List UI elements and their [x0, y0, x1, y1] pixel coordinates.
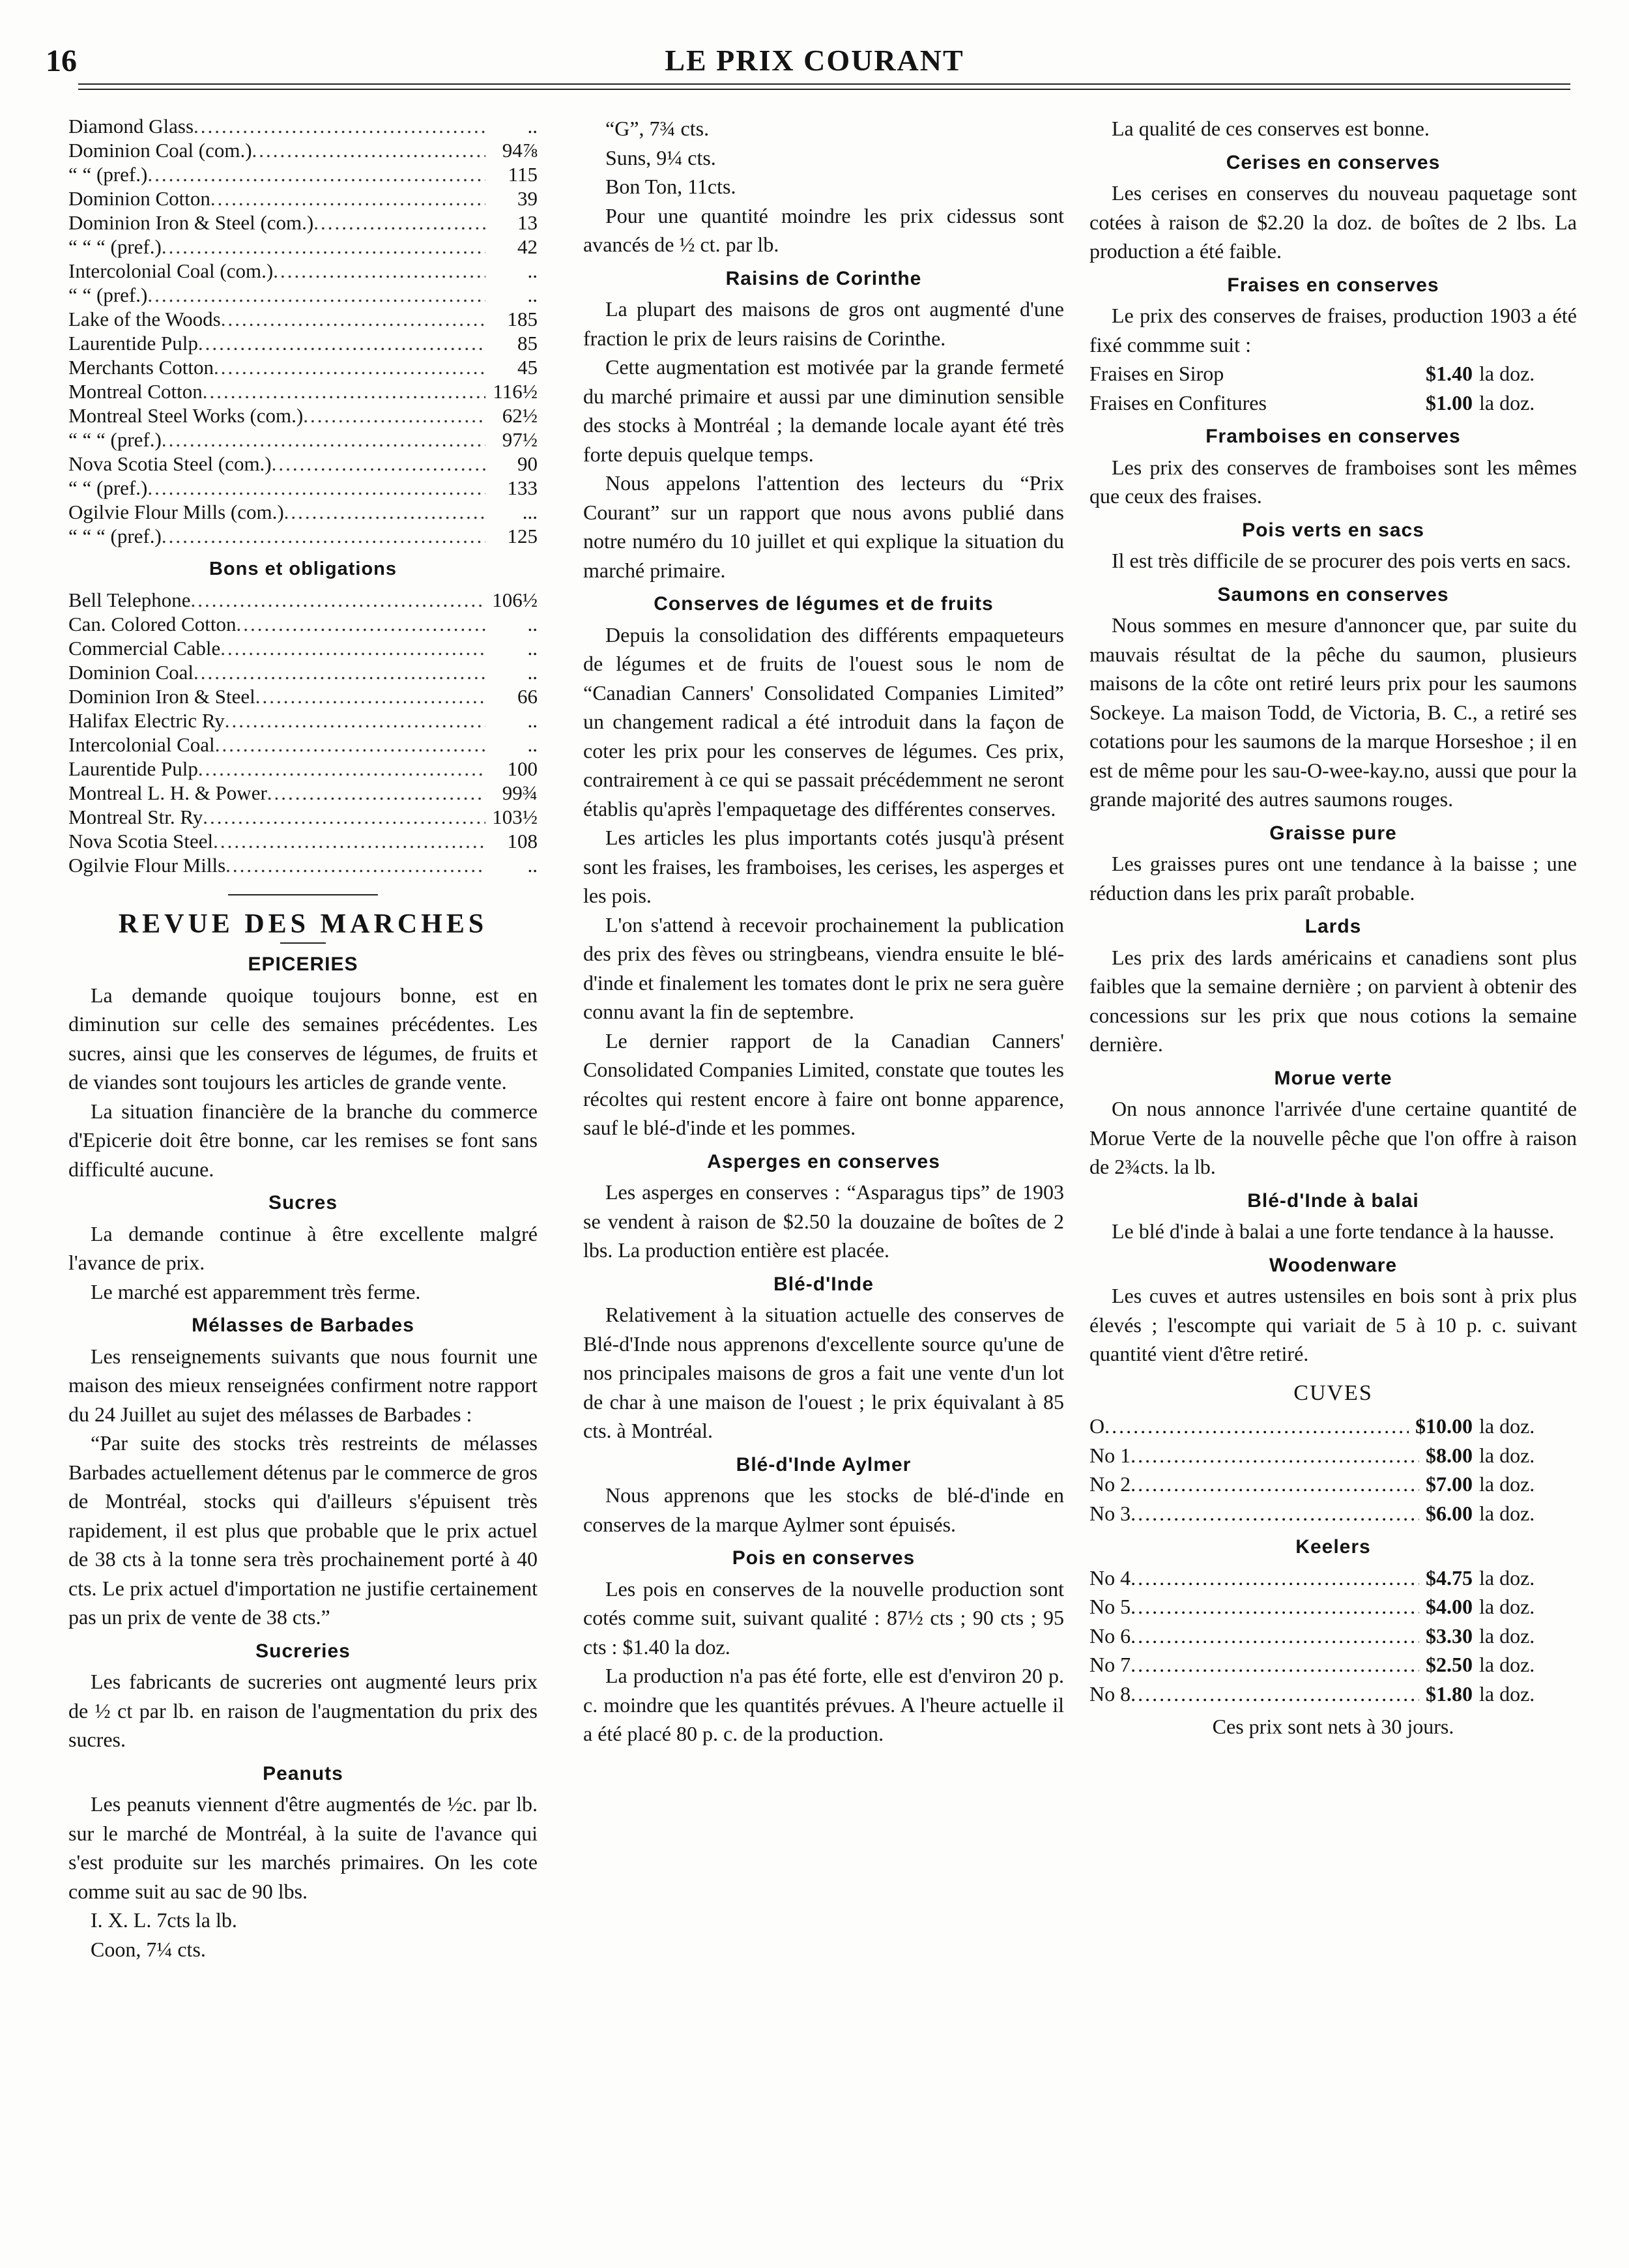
price-row	[1089, 1621, 1577, 1651]
quote-value: ..	[527, 733, 538, 756]
item-price: $1.00	[1426, 390, 1473, 414]
quote-value: ..	[527, 853, 538, 877]
item-unit: la doz.	[1479, 1565, 1535, 1590]
leader-dots	[1131, 1563, 1419, 1593]
quote-name: Diamond Glass	[68, 115, 194, 138]
leader-dots	[303, 403, 485, 428]
leader-dots	[252, 138, 485, 162]
ble-aylmer-heading: Blé-d'Inde Aylmer	[736, 1453, 912, 1476]
saumons-paragraph: Nous sommes en mesure d'annoncer que, par suite du mauvais résultat de la pêche du saumon, plusieurs maisons de la côte ont retiré leurs prix pour les saumons Sockeye. La maison Todd, de Victoria, B. C., a retiré ses cotations pour les saumons de la marque Horseshoe ; il en est de même pour les sau-O-wee-kay.no, aussi que pour la grande majorité des autres saumons rouges.	[1089, 613, 1577, 811]
section-separator	[228, 894, 378, 895]
leader-dots	[284, 500, 485, 524]
quote-name: Bell Telephone	[68, 588, 191, 611]
conserves-paragraph: Le dernier rapport de la Canadian Canners' Consolidated Companies Limited, constate que toutes les récoltes qui restent encore à faire ont bonne apparence, sauf le blé-d'inde et les pommes.	[583, 1028, 1064, 1139]
quote-name: “ “ “ (pref.)	[68, 525, 162, 547]
item-name: No 5	[1089, 1595, 1131, 1618]
quote-name: Ogilvie Flour Mills	[68, 853, 226, 877]
quote-name: Lake of the Woods	[68, 308, 221, 330]
quote-value: 39	[517, 187, 538, 210]
price-row	[1089, 388, 1577, 418]
quote-row	[68, 829, 538, 853]
item-name: No 1	[1089, 1443, 1131, 1467]
quote-name: Intercolonial Coal (com.)	[68, 259, 274, 282]
quote-name: “ “ (pref.)	[68, 476, 148, 499]
conserves-paragraph: Depuis la consolidation des différents empaqueteurs de légumes et de fruits de l'ouest sous le nom de “Canadian Canners' Consolidated Companies Limited” un changement radical a été introduit dans la façon de coter les prix pour les conserves de légumes. Ces prix, contrairement à ce qui se passait précédemment ne seront établis qu'après l'empaquetage des différentes conserves.	[583, 622, 1064, 821]
column-3	[1089, 114, 1577, 1741]
leader-dots	[1131, 1621, 1419, 1651]
quote-value: ..	[527, 612, 538, 635]
pois-paragraph: Les pois en conserves de la nouvelle production sont cotés comme suit, suivant qualité : 87½ cts ; 90 cts ; 95 cts : $1.40 la doz.	[583, 1577, 1064, 1659]
leader-dots	[203, 805, 485, 829]
item-unit: la doz.	[1479, 1623, 1535, 1648]
ble-balai-heading: Blé-d'Inde à balai	[1247, 1189, 1419, 1212]
quote-name: Montreal Cotton	[68, 380, 203, 403]
item-name: No 4	[1089, 1565, 1131, 1590]
quote-value: 115	[508, 163, 538, 186]
leader-dots	[1131, 1650, 1419, 1679]
quote-name: Montreal L. H. & Power	[68, 781, 267, 804]
peanuts-price-line: Suns, 9¼ cts.	[605, 145, 716, 169]
raisins-heading: Raisins de Corinthe	[725, 267, 922, 289]
quote-row	[68, 781, 538, 805]
item-name: No 2	[1089, 1472, 1131, 1496]
leader-dots	[162, 524, 485, 548]
lards-heading: Lards	[1305, 916, 1362, 937]
peanuts-price-line: Bon Ton, 11cts.	[605, 175, 736, 198]
quote-value: 125	[507, 525, 538, 547]
lards-paragraph: Les prix des lards américains et canadiens sont plus faibles que la semaine dernière ; on parvient à obtenir des concessions sur les prix que nous cotions la semaine dernière.	[1089, 945, 1577, 1056]
leader-dots	[147, 476, 485, 500]
header-rule-bottom	[78, 89, 1570, 90]
item-unit: la doz.	[1479, 1414, 1535, 1438]
quote-row	[68, 588, 538, 612]
quote-row	[68, 186, 538, 211]
leader-dots	[1131, 1441, 1419, 1470]
quote-row	[68, 211, 538, 235]
terms-note: Ces prix sont nets à 30 jours.	[1212, 1715, 1454, 1738]
sucres-heading: Sucres	[268, 1192, 338, 1214]
leader-dots	[214, 355, 485, 379]
quote-value: ..	[527, 660, 538, 684]
quote-name: Intercolonial Coal	[68, 733, 215, 756]
quote-value: 94⅞	[502, 139, 538, 162]
leader-dots	[147, 283, 485, 307]
revue-title: REVUE DES MARCHES	[118, 909, 488, 939]
conserves-paragraph: L'on s'attend à recevoir prochainement la publication des prix des fèves ou stringbeans, viendra ensuite le blé-d'inde et finalement les tomates dont le prix ne sera guère connu avant la fin de septembre.	[583, 912, 1064, 1023]
quote-row	[68, 853, 538, 877]
leader-dots	[203, 379, 485, 403]
item-unit: la doz.	[1479, 1681, 1535, 1706]
price-row	[1089, 1499, 1577, 1528]
quote-row	[68, 259, 538, 283]
quote-row	[68, 708, 538, 733]
quote-name: Montreal Str. Ry	[68, 805, 203, 828]
stock-quotes	[68, 114, 538, 548]
quote-row	[68, 403, 538, 428]
quote-row	[68, 757, 538, 781]
raisins-paragraph: Nous appelons l'attention des lecteurs du “Prix Courant” sur un rapport que nous avons publié dans notre numéro du 10 juillet et qui explique la situation du marché primaire.	[583, 471, 1064, 582]
quote-value: ...	[522, 501, 538, 523]
pois-paragraph: La qualité de ces conserves est bonne.	[1112, 117, 1430, 140]
peanuts-price-line: Coon, 7¼ cts.	[91, 1937, 206, 1961]
leader-dots	[225, 708, 485, 733]
item-price: $1.80	[1426, 1681, 1473, 1706]
ble-dinde-heading: Blé-d'Inde	[773, 1273, 874, 1295]
quote-value: ..	[527, 636, 538, 660]
morue-paragraph: On nous annonce l'arrivée d'une certaine quantité de Morue Verte de la nouvelle pêche que l'on offre à raison de 2¾cts. la lb.	[1089, 1097, 1577, 1178]
pois-verts-paragraph: Il est très difficile de se procurer des pois verts en sacs.	[1112, 549, 1571, 572]
framboises-heading: Framboises en conserves	[1205, 426, 1461, 447]
price-row	[1089, 1679, 1577, 1709]
quote-row	[68, 355, 538, 379]
price-row	[1089, 1470, 1577, 1499]
quote-name: Commercial Cable	[68, 636, 221, 660]
quote-value: 45	[517, 356, 538, 379]
leader-dots	[213, 829, 485, 853]
conserves-heading: Conserves de légumes et de fruits	[654, 593, 994, 615]
leader-dots	[267, 781, 485, 805]
raisins-paragraph: La plupart des maisons de gros ont augmenté d'une fraction le prix de leurs raisins de Corinthe.	[583, 297, 1064, 350]
quote-row	[68, 162, 538, 186]
bonds-heading: Bons et obligations	[209, 559, 397, 579]
leader-dots	[313, 211, 485, 235]
keelers-price-list	[1089, 1563, 1577, 1709]
quote-name: “ “ “ (pref.)	[68, 428, 162, 451]
sucres-paragraph: Le marché est apparemment très ferme.	[91, 1279, 421, 1303]
leader-dots	[147, 162, 485, 186]
quote-value: 185	[507, 308, 538, 330]
quote-value: 66	[517, 684, 538, 708]
leader-dots	[221, 307, 485, 331]
price-row	[1089, 1441, 1577, 1470]
item-name: O	[1089, 1414, 1105, 1438]
quote-name: “ “ (pref.)	[68, 284, 148, 306]
column-2	[583, 114, 1064, 1749]
graisse-paragraph: Les graisses pures ont une tendance à la baisse ; une réduction dans les prix paraît probable.	[1089, 852, 1577, 905]
peanuts-price-line: “G”, 7¾ cts.	[605, 117, 710, 140]
cuves-price-list	[1089, 1412, 1577, 1528]
framboises-paragraph: Les prix des conserves de framboises sont les mêmes que ceux des fraises.	[1089, 455, 1577, 508]
leader-dots	[215, 733, 485, 757]
quote-value: ..	[527, 284, 538, 306]
header-rule-top	[78, 83, 1570, 85]
leader-dots	[272, 452, 485, 476]
price-row	[1089, 359, 1577, 388]
ble-aylmer-paragraph: Nous apprenons que les stocks de blé-d'inde en conserves de la marque Aylmer sont épuisés.	[583, 1483, 1064, 1536]
quote-name: Halifax Electric Ry	[68, 708, 225, 732]
item-price: $4.75	[1426, 1565, 1473, 1590]
leader-dots	[191, 588, 485, 612]
quote-row	[68, 283, 538, 307]
melasses-quote: “Par suite des stocks très restreints de mélasses Barbades actuellement détenus par le commerce de gros de Montréal, stocks qui d'ailleurs s'épuisent très rapidement, il est plus que probable que le prix actuel de 38 cts à la tonne sera très prochainement porté à 40 cts. Le prix actuel d'importation ne justifie certainement pas un prix de vente de 38 cts.”	[68, 1431, 538, 1629]
item-price: $7.00	[1426, 1472, 1473, 1496]
quote-value: 108	[507, 829, 538, 852]
column-1	[68, 114, 538, 1964]
melasses-paragraph: Les renseignements suivants que nous fournit une maison des mieux renseignées confirment notre rapport du 24 Juillet au sujet des mélasses de Barbades :	[68, 1344, 538, 1426]
item-price: $1.40	[1426, 362, 1473, 385]
quote-row	[68, 452, 538, 476]
pois-verts-heading: Pois verts en sacs	[1242, 519, 1424, 541]
item-unit: la doz.	[1479, 390, 1535, 414]
cerises-paragraph: Les cerises en conserves du nouveau paquetage sont cotées à raison de $2.20 la doz. de boîtes de 2 lbs. La production a été faible.	[1089, 181, 1577, 263]
item-name: Fraises en Confitures	[1089, 390, 1267, 414]
epiceries-heading: EPICERIES	[248, 953, 358, 975]
item-price: $8.00	[1426, 1443, 1473, 1467]
quote-name: Nova Scotia Steel (com.)	[68, 452, 272, 475]
quote-name: Ogilvie Flour Mills (com.)	[68, 501, 284, 523]
quote-row	[68, 733, 538, 757]
item-name: No 3	[1089, 1501, 1131, 1525]
quote-name: Dominion Iron & Steel (com.)	[68, 211, 314, 234]
leader-dots	[162, 235, 485, 259]
morue-heading: Morue verte	[1274, 1067, 1392, 1089]
quote-name: Merchants Cotton	[68, 356, 214, 379]
quote-row	[68, 428, 538, 452]
leader-dots	[220, 636, 485, 660]
quote-row	[68, 235, 538, 259]
quote-name: “ “ (pref.)	[68, 163, 148, 186]
fraises-price-list	[1089, 359, 1577, 417]
quote-value: ..	[527, 259, 538, 282]
saumons-heading: Saumons en conserves	[1217, 583, 1449, 605]
quote-name: Dominion Iron & Steel	[68, 684, 255, 708]
epiceries-paragraph: La demande quoique toujours bonne, est en diminution sur celle des semaines précédentes. Les sucres, ainsi que les conserves de légumes, de fruits et de viandes sont toujours les articles de grande vente.	[68, 983, 538, 1094]
quote-value: 42	[517, 235, 538, 258]
quote-value: 133	[507, 476, 538, 499]
item-price: $6.00	[1426, 1501, 1473, 1525]
quote-row	[68, 307, 538, 331]
quote-row	[68, 660, 538, 684]
leader-dots	[1131, 1499, 1419, 1528]
quote-value: ..	[527, 115, 538, 138]
item-price: $2.50	[1426, 1653, 1473, 1676]
quote-name: Dominion Cotton	[68, 187, 210, 210]
woodenware-paragraph: Les cuves et autres ustensiles en bois sont à prix plus élevés ; l'escompte qui variait de 5 à 10 p. c. suivant quantité vient d'être retiré.	[1089, 1284, 1577, 1365]
quote-value: 100	[507, 757, 538, 780]
raisins-paragraph: Cette augmentation est motivée par la grande fermeté du marché primaire et aussi par une diminution sensible des stocks à Montréal ; la demande locale ayant été très forte depuis quelque temps.	[583, 355, 1064, 466]
woodenware-heading: Woodenware	[1269, 1254, 1398, 1276]
item-price: $10.00	[1415, 1414, 1473, 1438]
leader-dots	[198, 757, 485, 781]
leader-dots	[225, 853, 485, 877]
leader-dots	[162, 428, 485, 452]
pois-heading: Pois en conserves	[732, 1547, 915, 1569]
item-name: Fraises en Sirop	[1089, 362, 1224, 385]
price-row	[1089, 1412, 1577, 1441]
item-price: $4.00	[1426, 1595, 1473, 1618]
asperges-heading: Asperges en conserves	[707, 1150, 940, 1172]
leader-dots	[194, 114, 485, 138]
quote-row	[68, 476, 538, 500]
quote-name: Dominion Coal	[68, 660, 194, 684]
graisse-heading: Graisse pure	[1269, 822, 1397, 844]
leader-dots	[1131, 1470, 1419, 1499]
leader-dots	[273, 259, 485, 283]
quote-name: “ “ “ (pref.)	[68, 235, 162, 258]
sucres-paragraph: La demande continue à être excellente malgré l'avance de prix.	[68, 1221, 538, 1274]
cuves-heading: CUVES	[1293, 1380, 1373, 1405]
quote-name: Can. Colored Cotton	[68, 612, 237, 635]
leader-dots	[255, 684, 485, 708]
bond-quotes	[68, 588, 538, 877]
item-unit: la doz.	[1479, 1653, 1535, 1676]
leader-dots	[236, 612, 485, 636]
quote-value: 13	[517, 211, 538, 234]
quote-row	[68, 379, 538, 403]
quote-value: 62½	[502, 404, 538, 427]
quote-name: Laurentide Pulp	[68, 757, 198, 780]
quote-row	[68, 636, 538, 660]
price-row	[1089, 1563, 1577, 1593]
quote-row	[68, 684, 538, 708]
fraises-heading: Fraises en conserves	[1227, 274, 1439, 296]
quote-row	[68, 524, 538, 548]
peanuts-paragraph: Les peanuts viennent d'être augmentés de ½c. par lb. sur le marché de Montréal, à la suite de l'avance qui s'est produite sur les marchés primaires. On les cote comme suit au sac de 90 lbs.	[68, 1792, 538, 1903]
quote-row	[68, 612, 538, 636]
ble-balai-paragraph: Le blé d'inde à balai a une forte tendance à la hausse.	[1112, 1219, 1555, 1243]
quote-value: ..	[527, 708, 538, 732]
leader-dots	[1104, 1412, 1409, 1441]
item-unit: la doz.	[1479, 1595, 1535, 1618]
quote-name: Montreal Steel Works (com.)	[68, 404, 304, 427]
pois-paragraph: La production n'a pas été forte, elle est d'environ 20 p. c. moindre que les quantités prévues. A l'heure actuelle il a été placé 80 p. c. de la production.	[583, 1664, 1064, 1745]
epiceries-paragraph: La situation financière de la branche du commerce d'Epicerie doit être bonne, car les remises se font sans difficulté aucune.	[68, 1099, 538, 1181]
fraises-paragraph: Le prix des conserves de fraises, production 1903 a été fixé commme suit :	[1089, 304, 1577, 356]
quote-value: 103½	[492, 805, 538, 828]
leader-dots	[194, 660, 485, 684]
leader-dots	[1131, 1679, 1419, 1709]
item-name: No 6	[1089, 1623, 1131, 1648]
item-unit: la doz.	[1479, 1443, 1535, 1467]
melasses-heading: Mélasses de Barbades	[192, 1315, 414, 1336]
page-number: 16	[46, 44, 77, 78]
quote-name: Laurentide Pulp	[68, 332, 198, 355]
item-unit: la doz.	[1479, 1472, 1535, 1496]
quote-value: 116½	[493, 380, 538, 403]
quote-value: 99¾	[502, 781, 538, 804]
asperges-paragraph: Les asperges en conserves : “Asparagus tips” de 1903 se vendent à raison de $2.50 la douzaine de boîtes de 2 lbs. La production entière est placée.	[583, 1180, 1064, 1262]
sucreries-heading: Sucreries	[255, 1640, 351, 1662]
quote-value: 85	[517, 332, 538, 355]
quote-row	[68, 114, 538, 138]
item-name: No 7	[1089, 1653, 1131, 1676]
leader-dots	[210, 186, 485, 211]
peanuts-heading: Peanuts	[263, 1762, 343, 1784]
price-row	[1089, 1592, 1577, 1621]
quote-row	[68, 331, 538, 355]
quote-row	[68, 500, 538, 524]
quote-value: 106½	[492, 588, 538, 611]
item-unit: la doz.	[1479, 362, 1535, 385]
quote-row	[68, 805, 538, 829]
ble-dinde-paragraph: Relativement à la situation actuelle des conserves de Blé-d'Inde nous apprenons d'excellente source qu'une de nos principales maisons de gros a fait une vente d'un lot de char à une maison de l'ouest ; le prix équivalant à 85 cts. à Montréal.	[583, 1303, 1064, 1442]
peanuts-paragraph: Pour une quantité moindre les prix cidessus sont avancés de ½ ct. par lb.	[583, 203, 1064, 256]
conserves-paragraph: Les articles les plus importants cotés jusqu'à présent sont les fraises, les framboises, les cerises, les asperges et les pois.	[583, 826, 1064, 907]
item-name: No 8	[1089, 1681, 1131, 1706]
cerises-heading: Cerises en conserves	[1226, 151, 1441, 173]
quote-value: 97½	[502, 428, 538, 451]
quote-value: 90	[517, 452, 538, 475]
quote-name: Dominion Coal (com.)	[68, 139, 252, 162]
item-unit: la doz.	[1479, 1501, 1535, 1525]
item-price: $3.30	[1426, 1623, 1473, 1648]
keelers-heading: Keelers	[1295, 1536, 1371, 1558]
quote-row	[68, 138, 538, 162]
page-title: LE PRIX COURANT	[665, 44, 964, 77]
leader-dots	[1131, 1592, 1419, 1621]
price-row	[1089, 1650, 1577, 1679]
sucreries-paragraph: Les fabricants de sucreries ont augmenté leurs prix de ½ ct par lb. en raison de l'augmentation du prix des sucres.	[68, 1670, 538, 1751]
leader-dots	[198, 331, 485, 355]
peanuts-price-line: I. X. L. 7cts la lb.	[91, 1908, 237, 1932]
title-dash	[280, 942, 326, 944]
quote-name: Nova Scotia Steel	[68, 829, 214, 852]
